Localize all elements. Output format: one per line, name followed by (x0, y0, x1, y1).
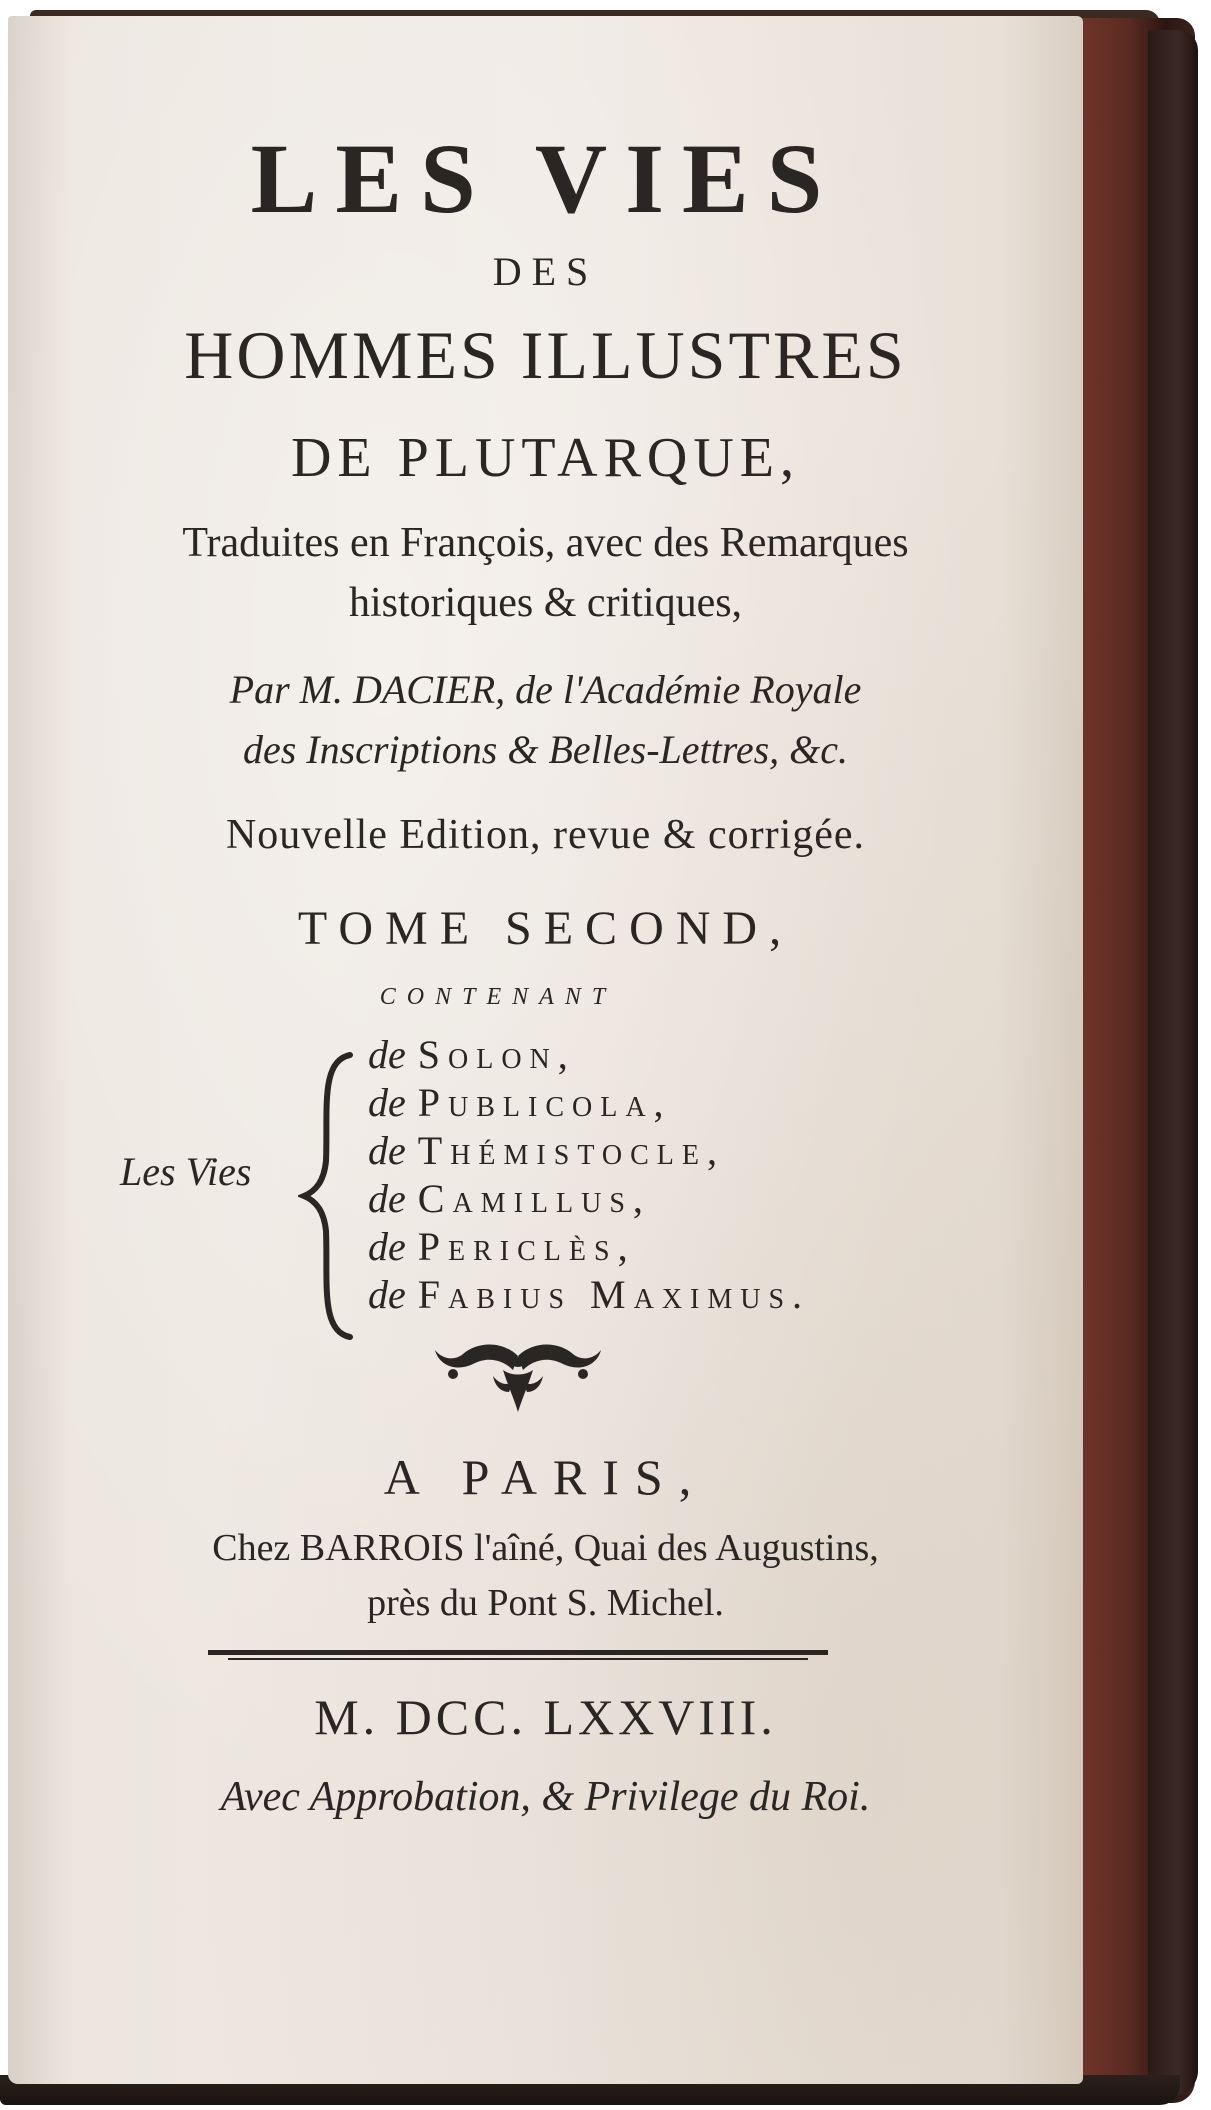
author-line-1: Par M. DACIER, de l'Académie Royale (229, 667, 862, 712)
publisher-line-2: près du Pont S. Michel. (367, 1582, 724, 1624)
imprint-city: A PARIS, (383, 1449, 708, 1505)
publisher-line-1: Chez BARROIS l'aîné, Quai des Augustins, (212, 1527, 879, 1569)
title-des: DES (492, 249, 599, 294)
author-line-2: des Inscriptions & Belles-Lettres, &c. (242, 727, 849, 772)
title-main: LES VIES (250, 123, 841, 234)
publication-date: M. DCC. LXXVIII. (314, 1689, 777, 1745)
list-item: de Periclès, (368, 1224, 636, 1269)
list-item: de Solon, (368, 1032, 576, 1077)
contents-header: CONTENANT (379, 984, 617, 1010)
subtitle-line-1: Traduites en François, avec des Remarques (182, 520, 909, 566)
privilege-statement: Avec Approbation, & Privilege du Roi. (220, 1774, 871, 1820)
title-de-plutarque: DE PLUTARQUE, (290, 427, 801, 489)
list-item: de Publicola, (368, 1080, 672, 1125)
book-cover-edge (1148, 30, 1198, 2095)
printer-ornament-icon (433, 1336, 603, 1416)
double-rule-divider (208, 1648, 828, 1662)
title-page (8, 16, 1083, 2084)
contents-label: Les Vies (120, 1149, 252, 1194)
curly-brace-icon (298, 1051, 358, 1341)
edition-statement: Nouvelle Edition, revue & corrigée. (225, 812, 866, 858)
volume-statement: TOME SECOND, (297, 902, 794, 955)
title-hommes-illustres: HOMMES ILLUSTRES (184, 317, 907, 393)
list-item: de Fabius Maximus. (368, 1272, 811, 1317)
list-item: de Thémistocle, (368, 1128, 726, 1173)
contents-list (368, 1031, 810, 1319)
list-item: de Camillus, (368, 1176, 651, 1221)
subtitle-line-2: historiques & critiques, (348, 580, 743, 626)
